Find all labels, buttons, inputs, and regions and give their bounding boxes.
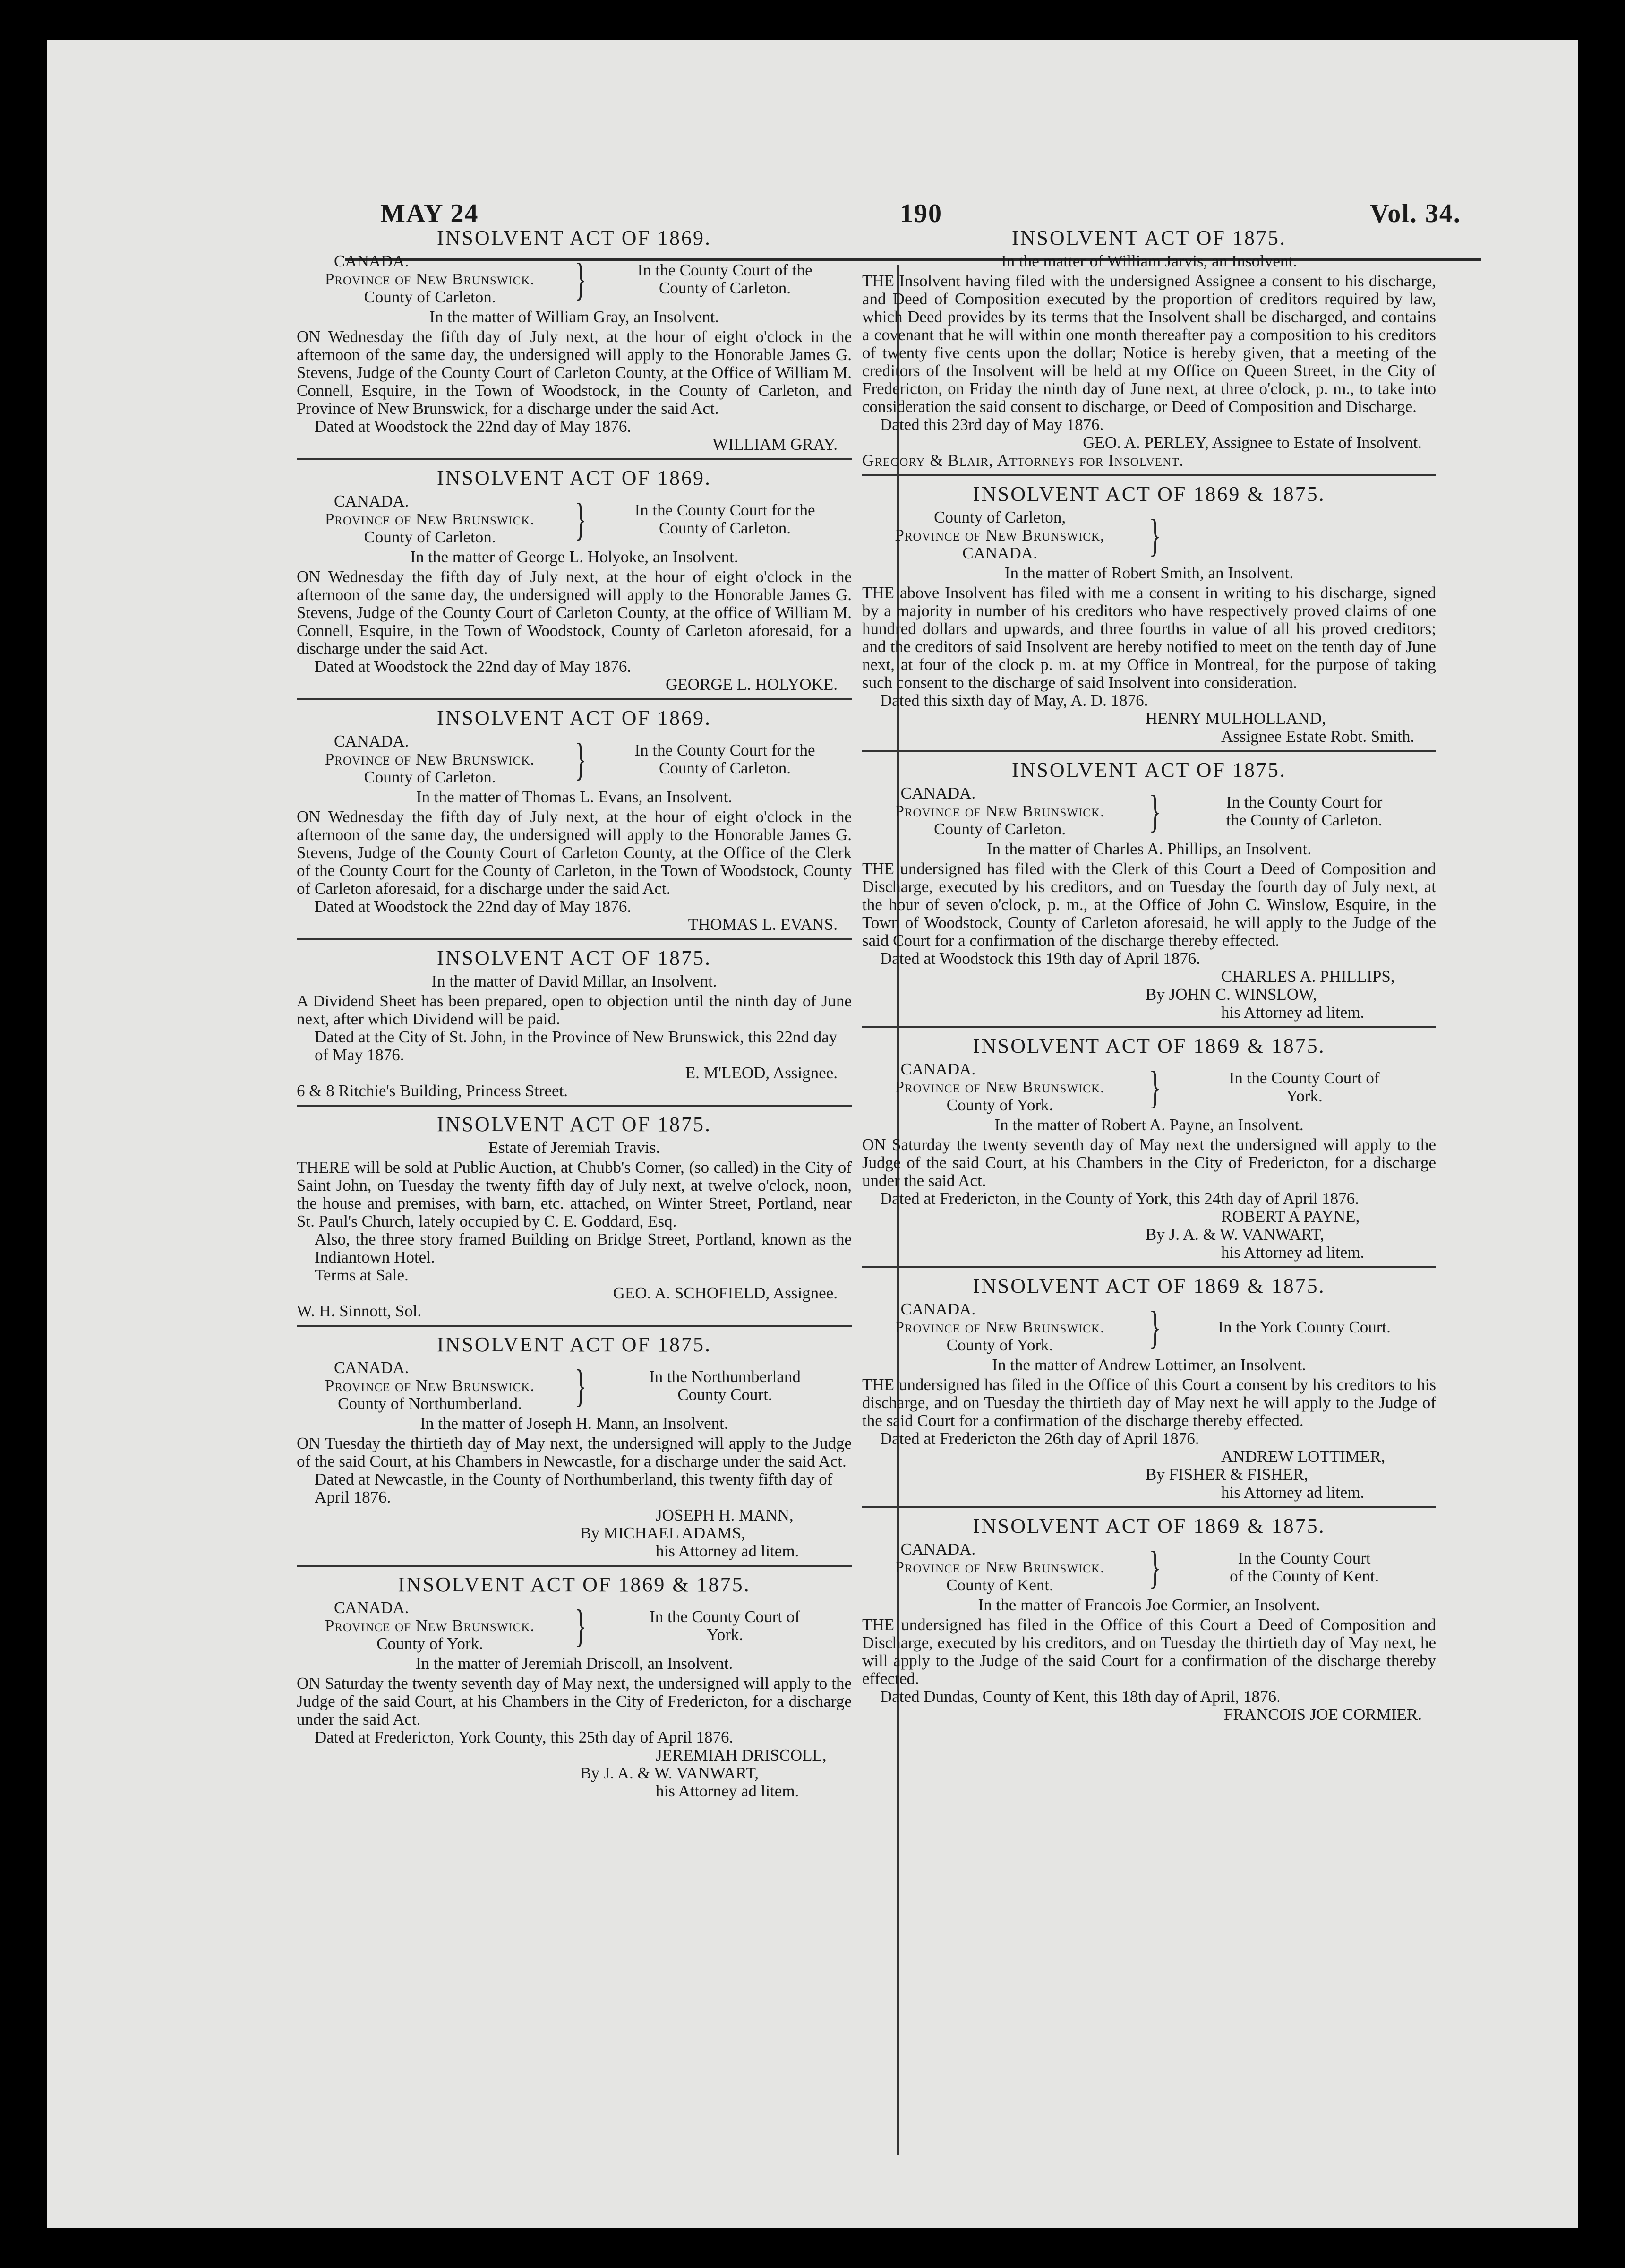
caption-court: In the County Court for <box>1226 793 1383 811</box>
matter-line: In the matter of David Millar, an Insolvent. <box>431 972 717 990</box>
caption-country: CANADA. <box>334 1598 409 1617</box>
caption-county: County of Carleton. <box>364 528 496 546</box>
signature-attorney: By JOHN C. WINSLOW, <box>1146 985 1317 1004</box>
notice-body: THE above Insolvent has filed with me a consent in writing to his discharge, signed by a majority in number of his creditors who have respectively proved claims of one hundred dollars and upwards, and three fourths in value of all his proved creditors; and the creditors of said Insolvent are hereby notified to meet on the tenth day of June next, at four of the clock p. m. at my Office in Montreal, for the purpose of taking such consent to the discharge of said Insolvent into consideration. <box>862 584 1436 692</box>
matter-line: In the matter of Andrew Lottimer, an Insolvent. <box>992 1356 1306 1374</box>
caption-country: CANADA. <box>900 1300 976 1318</box>
caption-court-county: York. <box>706 1625 744 1644</box>
signature-name: CHARLES A. PHILLIPS, <box>1221 967 1395 986</box>
notice-body: ON Wednesday the fifth day of July next, at the hour of eight o'clock in the afternoon of the same day, the undersigned will apply to the Honorable James G. Stevens, Judge of the County Court of Carleton County, at the office of William M. Connell, Esquire, in the Town of Woodstock, County of Carleton aforesaid, for a discharge under the said Act. <box>297 567 852 658</box>
caption-county: County of York. <box>946 1096 1053 1114</box>
notice-body-2: Also, the three story framed Building on Bridge Street, Portland, known as the Indiantown Hotel. <box>315 1230 852 1266</box>
left-column <box>297 222 852 1807</box>
notice-david-millar <box>297 942 852 1107</box>
caption-county: County of York. <box>946 1336 1053 1354</box>
notice-title: INSOLVENT ACT OF 1875. <box>1011 226 1287 249</box>
signature-role: his Attorney ad litem. <box>656 1782 799 1800</box>
caption-court-county: the County of Carleton. <box>1226 811 1383 829</box>
caption-country: CANADA. <box>334 492 409 510</box>
dated-line: Dated at Fredericton, York County, this 25th day of April 1876. <box>315 1728 734 1746</box>
signature-name: JEREMIAH DRISCOLL, <box>656 1746 827 1764</box>
notice-body: ON Saturday the twenty seventh day of May next, the undersigned will apply to the Judge of the said Court, at his Chambers in the City of Fredericton, for a discharge under the said Act. <box>297 1674 852 1728</box>
notice-william-gray <box>297 222 852 460</box>
court-caption <box>862 784 1436 838</box>
caption-province: Province of New Brunswick. <box>895 1318 1105 1336</box>
caption-country: CANADA. <box>900 784 976 802</box>
volume-number: Vol. 34. <box>1370 199 1461 228</box>
caption-court: In the County Court for the <box>634 741 815 759</box>
signature: THOMAS L. EVANS. <box>688 915 838 934</box>
caption-county: County of York. <box>376 1634 483 1653</box>
notice-title: INSOLVENT ACT OF 1869 & 1875. <box>973 1034 1326 1057</box>
notice-title: INSOLVENT ACT OF 1875. <box>436 1113 712 1136</box>
notice-body: A Dividend Sheet has been prepared, open to objection until the ninth day of June next, after which Dividend will be paid. <box>297 992 852 1028</box>
matter-line: In the matter of Robert A. Payne, an Insolvent. <box>994 1116 1304 1134</box>
dated-line: Dated at Fredericton, in the County of York, this 24th day of April 1876. <box>880 1189 1359 1208</box>
terms-line: Terms at Sale. <box>315 1266 409 1284</box>
dated-line: Dated this 23rd day of May 1876. <box>880 415 1104 434</box>
dated-line: Dated at Woodstock the 22nd day of May 1876. <box>315 417 632 436</box>
caption-court-county: County of Carleton. <box>659 279 791 297</box>
caption-province: Province of New Brunswick. <box>895 802 1105 820</box>
signature-name: HENRY MULHOLLAND, <box>1146 709 1326 728</box>
notice-jeremiah-travis <box>297 1108 852 1327</box>
dated-line: Dated at Woodstock this 19th day of April 1876. <box>880 949 1200 968</box>
matter-line: In the matter of Thomas L. Evans, an Insolvent. <box>416 788 733 806</box>
brace-glyph: } <box>574 1360 587 1411</box>
caption-province: Province of New Brunswick. <box>325 270 535 288</box>
caption-court-county: County of Carleton. <box>659 759 791 777</box>
signature-role: his Attorney ad litem. <box>656 1542 799 1560</box>
court-caption <box>297 252 852 306</box>
notice-robert-payne <box>862 1030 1436 1268</box>
matter-line: Estate of Jeremiah Travis. <box>488 1138 660 1157</box>
dated-line: Dated at Newcastle, in the County of Northumberland, this twenty fifth day of April 1876. <box>315 1470 833 1506</box>
notice-thomas-evans <box>297 702 852 940</box>
signature-role: his Attorney ad litem. <box>1221 1243 1365 1262</box>
matter-line: In the matter of George L. Holyoke, an Insolvent. <box>410 548 738 566</box>
signature: GEORGE L. HOLYOKE. <box>666 675 838 694</box>
signature-attorney: By J. A. & W. VANWART, <box>580 1764 759 1782</box>
caption-court: In the County Court for the <box>634 501 815 519</box>
brace-glyph: } <box>1149 786 1161 836</box>
notice-title: INSOLVENT ACT OF 1869 & 1875. <box>973 1274 1326 1297</box>
notice-body: ON Wednesday the fifth day of July next, at the hour of eight o'clock in the afternoon of the same day, the undersigned will apply to the Honorable James G. Stevens, Judge of the County Court of Carleton County, at the Office of the Clerk of the County Court for the County of Carleton, in the Town of Woodstock, County of Carleton aforesaid, for a discharge under the said Act. <box>297 808 852 898</box>
brace-glyph: } <box>1149 1542 1161 1592</box>
signature-role: Assignee Estate Robt. Smith. <box>1221 727 1415 746</box>
court-caption <box>862 508 1436 562</box>
caption-court: In the County Court <box>1238 1549 1371 1567</box>
issue-date: MAY 24 <box>380 199 479 228</box>
matter-line: In the matter of Joseph H. Mann, an Insolvent. <box>420 1414 728 1433</box>
court-caption <box>297 1599 852 1653</box>
signature-name: ROBERT A PAYNE, <box>1221 1207 1360 1226</box>
court-caption <box>297 732 852 786</box>
notice-title: INSOLVENT ACT OF 1869 & 1875. <box>973 482 1326 506</box>
dated-line: Dated at Woodstock the 22nd day of May 1876. <box>315 657 632 676</box>
matter-line: In the matter of William Jarvis, an Insolvent. <box>1001 252 1297 270</box>
caption-province: Province of New Brunswick. <box>325 1376 535 1395</box>
address-line: 6 & 8 Ritchie's Building, Princess Street. <box>297 1082 568 1100</box>
matter-line: In the matter of William Gray, an Insolvent. <box>429 308 719 326</box>
signature: GEO. A. SCHOFIELD, Assignee. <box>613 1284 838 1302</box>
caption-court-county: of the County of Kent. <box>1230 1567 1379 1585</box>
notice-william-jarvis <box>862 222 1436 476</box>
caption-county: County of Carleton. <box>364 768 496 786</box>
matter-line: In the matter of Francois Joe Cormier, an Insolvent. <box>978 1596 1320 1614</box>
notice-jeremiah-driscoll <box>297 1569 852 1805</box>
signature-attorney: By MICHAEL ADAMS, <box>580 1524 745 1542</box>
court-caption <box>862 1540 1436 1594</box>
caption-county: County of Carleton. <box>364 288 496 306</box>
notice-body: ON Saturday the twenty seventh day of May next the undersigned will apply to the Judge of the said Court, at his Chambers in the City of Fredericton, for a discharge under the said Act. <box>862 1135 1436 1190</box>
court-caption <box>297 492 852 546</box>
caption-court: In the County Court of <box>1229 1069 1380 1087</box>
caption-county: County of Northumberland. <box>338 1394 522 1413</box>
caption-country: CANADA. <box>334 732 409 750</box>
notice-title: INSOLVENT ACT OF 1869. <box>436 706 712 730</box>
right-column <box>862 222 1436 1730</box>
signature: WILLIAM GRAY. <box>712 435 838 454</box>
caption-county: County of Carleton, <box>934 508 1066 526</box>
notice-charles-phillips <box>862 754 1436 1028</box>
notice-body: THE undersigned has filed in the Office of this Court a consent by his creditors to his discharge, and on Tuesday the thirtieth day of May next he will apply to the Judge of the said Court for a confirmation of the discharge thereby effected. <box>862 1375 1436 1430</box>
notice-body: ON Tuesday the thirtieth day of May next, the undersigned will apply to the Judge of the said Court, at his Chambers in Newcastle, for a discharge under the said Act. <box>297 1434 852 1470</box>
matter-line: In the matter of Charles A. Phillips, an Insolvent. <box>986 840 1312 858</box>
dated-line: Dated this sixth day of May, A. D. 1876. <box>880 691 1148 710</box>
signature: FRANCOIS JOE CORMIER. <box>1223 1705 1422 1724</box>
notice-title: INSOLVENT ACT OF 1869 & 1875. <box>973 1514 1326 1538</box>
matter-line: In the matter of Jeremiah Driscoll, an Insolvent. <box>415 1654 733 1673</box>
brace-glyph: } <box>1149 1062 1161 1112</box>
signature-role: his Attorney ad litem. <box>1221 1003 1365 1022</box>
signature: E. M'LEOD, Assignee. <box>685 1064 838 1082</box>
attorneys-line: Gregory & Blair, Attorneys for Insolvent. <box>862 451 1184 470</box>
notice-body: ON Wednesday the fifth day of July next, at the hour of eight o'clock in the afternoon of the same day, the undersigned will apply to the Honorable James G. Stevens, Judge of the County Court of Carleton County, at the Office of William M. Connell, Esquire, in the Town of Woodstock, in the County of Carleton, and Province of New Brunswick, for a discharge under the said Act. <box>297 327 852 418</box>
signature-attorney: By FISHER & FISHER, <box>1146 1465 1309 1484</box>
brace-glyph: } <box>574 1600 587 1651</box>
brace-glyph: } <box>574 254 587 304</box>
notice-title: INSOLVENT ACT OF 1869. <box>436 466 712 490</box>
caption-province: Province of New Brunswick. <box>325 510 535 528</box>
caption-country: CANADA. <box>900 1060 976 1078</box>
dated-line: Dated at the City of St. John, in the Province of New Brunswick, this 22nd day of May 1876. <box>315 1028 838 1064</box>
signature-name: JOSEPH H. MANN, <box>656 1506 794 1524</box>
court-caption <box>862 1060 1436 1114</box>
signature-role: his Attorney ad litem. <box>1221 1483 1365 1502</box>
notice-francois-cormier <box>862 1510 1436 1728</box>
brace-glyph: } <box>574 494 587 544</box>
signature-attorney: By J. A. & W. VANWART, <box>1146 1225 1325 1244</box>
notice-body: THE undersigned has filed in the Office of this Court a Deed of Composition and Discharge, executed by his creditors, and on Tuesday the thirtieth day of May next, he will apply to the Judge of the said Court for a confirmation of the discharge thereby effected. <box>862 1615 1436 1688</box>
caption-province: Province of New Brunswick. <box>895 1558 1105 1576</box>
caption-court-county: York. <box>1286 1087 1323 1105</box>
notice-body: THERE will be sold at Public Auction, at Chubb's Corner, (so called) in the City of Saint John, on Tuesday the twenty fifth day of July next, at twelve o'clock, noon, the house and premises, with barn, etc. attached, on Winter Street, Portland, near St. Paul's Church, lately occupied by C. E. Goddard, Esq. <box>297 1158 852 1230</box>
caption-court: In the County Court of the <box>637 261 812 279</box>
notice-title: INSOLVENT ACT OF 1869. <box>436 226 712 249</box>
signature-name: ANDREW LOTTIMER, <box>1221 1447 1386 1466</box>
caption-county: County of Kent. <box>946 1576 1053 1594</box>
court-caption <box>297 1359 852 1413</box>
caption-country: CANADA. <box>334 1358 409 1377</box>
caption-province: Province of New Brunswick, <box>895 526 1105 544</box>
brace-glyph: } <box>1149 1302 1161 1352</box>
notice-title: INSOLVENT ACT OF 1875. <box>1011 758 1287 782</box>
caption-court: In the County Court of <box>650 1607 800 1626</box>
caption-court: In the Northumberland <box>649 1367 801 1386</box>
caption-court: In the York County Court. <box>1218 1318 1391 1336</box>
matter-line: In the matter of Robert Smith, an Insolvent. <box>1004 564 1294 582</box>
notice-andrew-lottimer <box>862 1270 1436 1508</box>
notice-george-holyoke <box>297 462 852 700</box>
notice-title: INSOLVENT ACT OF 1875. <box>436 1333 712 1356</box>
notice-body: THE Insolvent having filed with the undersigned Assignee a consent to his discharge, and Deed of Composition executed by the proportion of creditors required by law, which Deed provides by its terms that the Insolvent shall be discharged, and contains a covenant that he will within one month thereafter pay a composition to his creditors of twenty five cents upon the dollar; Notice is hereby given, that a meeting of the creditors of the Insolvent will be held at my Office on Queen Street, in the City of Fredericton, on Friday the ninth day of June next, at three o'clock, p. m., to take into consideration the said consent to discharge, or Deed of Composition and Discharge. <box>862 272 1436 416</box>
page-number: 190 <box>900 199 942 228</box>
notice-joseph-mann <box>297 1329 852 1567</box>
notice-body: THE undersigned has filed with the Clerk of this Court a Deed of Composition and Discharge, executed by his creditors, and on Tuesday the fourth day of July next, at the hour of seven o'clock, p. m., at the Office of John C. Winslow, Esquire, in the Town of Woodstock, County of Carleton aforesaid, he will apply to the Judge of the said Court for a confirmation of the discharge thereby effected. <box>862 859 1436 950</box>
brace-glyph: } <box>574 734 587 784</box>
solicitor-line: W. H. Sinnott, Sol. <box>297 1302 422 1320</box>
caption-province: Province of New Brunswick. <box>325 1616 535 1635</box>
caption-court-county: County Court. <box>677 1385 772 1404</box>
dated-line: Dated at Fredericton the 26th day of April 1876. <box>880 1429 1199 1448</box>
dated-line: Dated Dundas, County of Kent, this 18th day of April, 1876. <box>880 1687 1281 1706</box>
caption-court-county: County of Carleton. <box>659 519 791 537</box>
court-caption <box>862 1300 1436 1354</box>
caption-country: CANADA. <box>334 252 409 270</box>
caption-county: County of Carleton. <box>934 820 1066 838</box>
signature: GEO. A. PERLEY, Assignee to Estate of Insolvent. <box>1083 433 1422 452</box>
notice-title: INSOLVENT ACT OF 1869 & 1875. <box>398 1573 751 1596</box>
dated-line: Dated at Woodstock the 22nd day of May 1876. <box>315 897 632 916</box>
notice-title: INSOLVENT ACT OF 1875. <box>436 946 712 970</box>
brace-glyph: } <box>1149 510 1161 560</box>
caption-province: Province of New Brunswick. <box>895 1078 1105 1096</box>
caption-country: CANADA. <box>900 1540 976 1558</box>
caption-country: CANADA. <box>962 544 1037 562</box>
notice-robert-smith <box>862 478 1436 752</box>
caption-province: Province of New Brunswick. <box>325 750 535 768</box>
